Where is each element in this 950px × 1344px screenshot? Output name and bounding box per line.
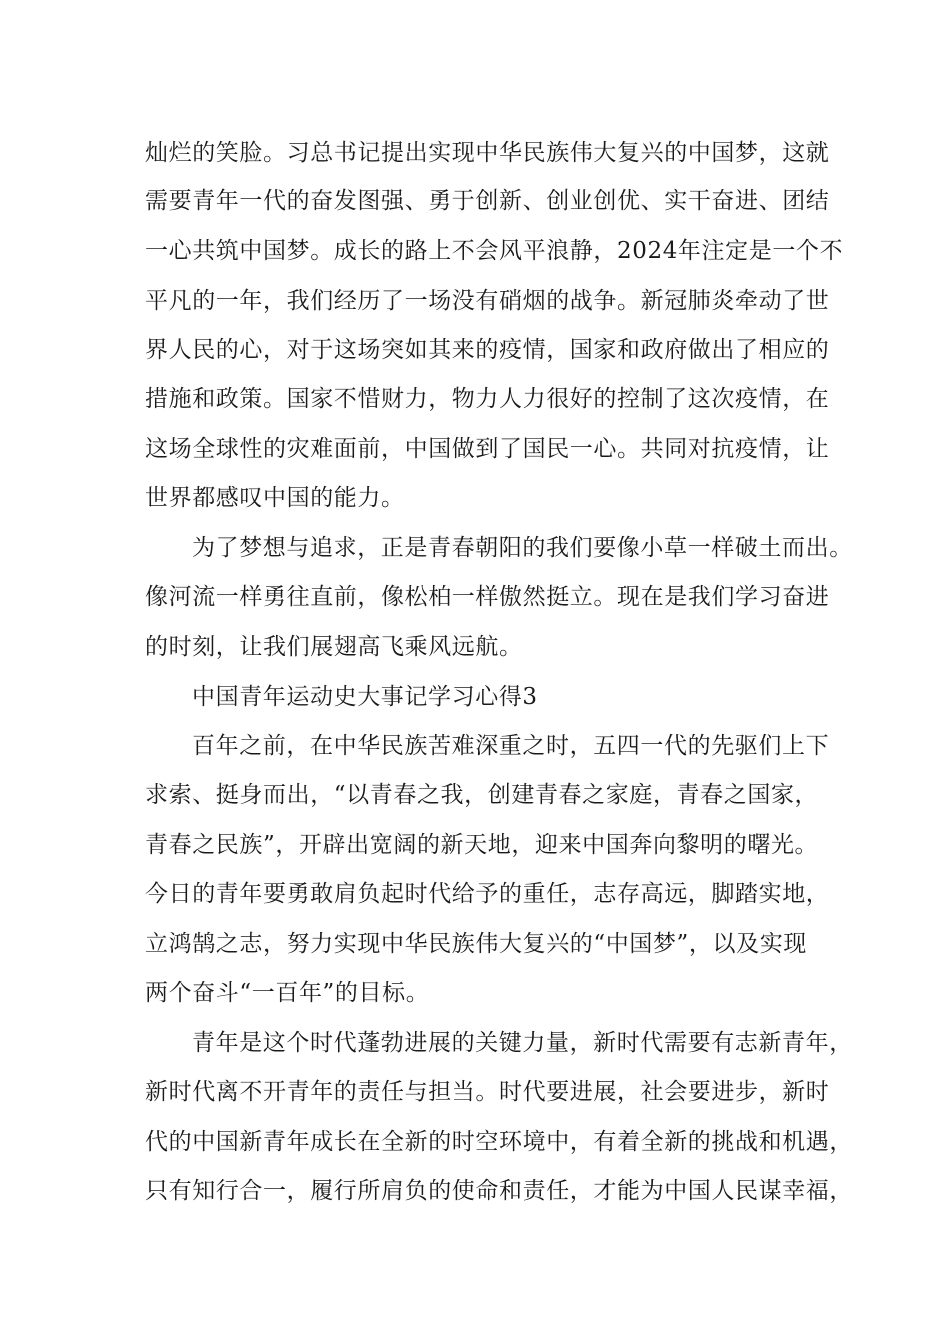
paragraph-line: 只有知行合一，履行所肩负的使命和责任，才能为中国人民谋幸福， [145,1178,853,1204]
paragraph-line: 求索、挺身而出，“以青春之我，创建青春之家庭，青春之国家， [145,782,819,808]
paragraph-line: 新时代离不开青年的责任与担当。时代要进展，社会要进步，新时 [145,1079,830,1105]
paragraph-line: 一心共筑中国梦。成长的路上不会风平浪静，2024年注定是一个不 [145,238,844,264]
paragraph-line: 灿烂的笑脸。习总书记提出实现中华民族伟大复兴的中国梦，这就 [145,140,830,166]
paragraph-line: 这场全球性的灾难面前，中国做到了国民一心。共同对抗疫情，让 [145,436,830,462]
section-heading: 中国青年运动史大事记学习心得3 [192,684,538,710]
paragraph-line: 的时刻，让我们展翅高飞乘风远航。 [145,634,523,660]
paragraph-line: 百年之前，在中华民族苦难深重之时，五四一代的先驱们上下 [192,733,830,759]
paragraph-line: 世界都感叹中国的能力。 [145,485,405,511]
paragraph-line: 今日的青年要勇敢肩负起时代给予的重任，志存高远，脚踏实地， [145,881,830,907]
paragraph-line: 措施和政策。国家不惜财力，物力人力很好的控制了这次疫情，在 [145,386,830,412]
paragraph-line: 界人民的心，对于这场突如其来的疫情，国家和政府做出了相应的 [145,337,830,363]
paragraph-line: 为了梦想与追求，正是青春朝阳的我们要像小草一样破土而出。 [192,535,853,561]
paragraph-line: 立鸿鹄之志，努力实现中华民族伟大复兴的“中国梦”，以及实现 [145,931,807,957]
paragraph-line: 像河流一样勇往直前，像松柏一样傲然挺立。现在是我们学习奋进 [145,584,830,610]
paragraph-line: 两个奋斗“一百年”的目标。 [145,980,430,1006]
paragraph-line: 青春之民族”，开辟出宽阔的新天地，迎来中国奔向黎明的曙光。 [145,832,819,858]
paragraph-line: 需要青年一代的奋发图强、勇于创新、创业创优、实干奋进、团结 [145,188,830,214]
paragraph-line: 平凡的一年，我们经历了一场没有硝烟的战争。新冠肺炎牵动了世 [145,288,830,314]
paragraph-line: 代的中国新青年成长在全新的时空环境中，有着全新的挑战和机遇， [145,1129,853,1155]
paragraph-line: 青年是这个时代蓬勃进展的关键力量，新时代需要有志新青年， [192,1030,853,1056]
